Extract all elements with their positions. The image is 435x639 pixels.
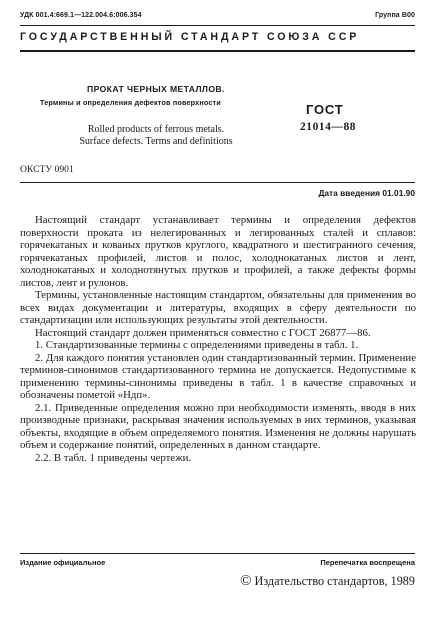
title-ru: ПРОКАТ ЧЕРНЫХ МЕТАЛЛОВ. xyxy=(87,84,225,94)
publisher: Издательство стандартов, 1989 xyxy=(254,574,415,588)
okstu-code: ОКСТУ 0901 xyxy=(20,164,74,175)
udc-code: УДК 001.4:669.1—122.004.6:006.354 xyxy=(20,12,142,19)
copyright-icon: © xyxy=(240,573,252,589)
paragraph: 2.1. Приведенные определения можно при необходимости изменять, вводя в них производные признаки, раскрывая значения используемых в них терминов, указывая объекты, входящие в объем определяемого понятия. Изменения не должны нарушать объем и содержание понятий, определенных в данном стандарте. xyxy=(20,401,416,451)
introduction-date-value: 01.01.90 xyxy=(382,188,415,198)
title-en xyxy=(40,124,272,147)
gost-number: 21014—88 xyxy=(300,121,357,133)
group-code: Группа В00 xyxy=(375,12,415,19)
official-edition: Издание официальное xyxy=(20,558,106,567)
header-rule-top xyxy=(20,25,415,26)
gost-label: ГОСТ xyxy=(306,102,344,117)
introduction-date-label: Дата введения xyxy=(318,188,381,198)
footer-rule xyxy=(20,553,415,554)
reprint-notice: Перепечатка воспрещена xyxy=(320,558,415,567)
introduction-date xyxy=(318,188,415,198)
document-body xyxy=(20,214,416,464)
title-block-rule xyxy=(20,182,415,183)
title-en-line-2: Surface defects. Terms and definitions xyxy=(79,135,233,147)
paragraph: 1. Стандартизованные термины с определениями приведены в табл. 1. xyxy=(35,339,359,351)
paragraph: Настоящий стандарт должен применяться совместно с ГОСТ 26877—86. xyxy=(35,326,371,339)
paragraph: 2. Для каждого понятия установлен один стандартизованный термин. Применение терминов-синонимов стандартизованного термина не допускается. Недопустимые к применению термины-синонимы приведены в табл. 1 в качестве справочных и обозначены пометой «Ндп». xyxy=(20,351,416,401)
copyright-line xyxy=(240,574,415,589)
agency-title: ГОСУДАРСТВЕННЫЙ СТАНДАРТ СОЮЗА ССР xyxy=(20,31,360,43)
title-en-line-1: Rolled products of ferrous metals. xyxy=(87,124,225,135)
paragraph: Термины, установленные настоящим стандартом, обязательны для применения во всех видах документации и литературы, входящих в сферу деятельности по стандартизации или использующих результаты этой деятельности. xyxy=(20,289,416,326)
subtitle-ru: Термины и определения дефектов поверхности xyxy=(40,98,221,107)
paragraph: Настоящий стандарт устанавливает термины и определения дефектов поверхности проката из нелегированных и легированных сталей и сплавов: горячекатаных и кованых прутков круглого, квадратного и шестигранного сечения, горячекатаных профилей, листов и полос, холоднокатаных листов и лент, холоднокатаных и холоднотянутых прутков и профилей, а также дефекты формы листов, лент и рулонов. xyxy=(20,214,416,289)
header-rule-bottom xyxy=(20,50,415,52)
paragraph: 2.2. В табл. 1 приведены чертежи. xyxy=(35,451,192,464)
